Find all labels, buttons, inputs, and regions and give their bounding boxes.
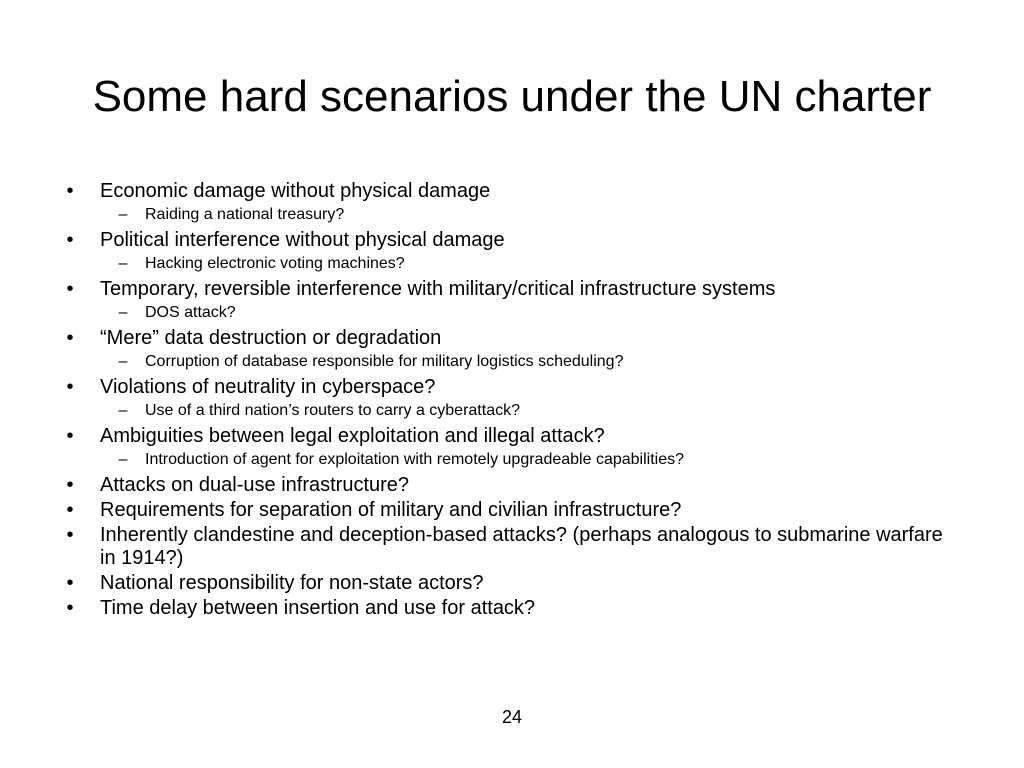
sub-bullet-item (60, 352, 960, 372)
bullet-text: Violations of neutrality in cyberspace? (100, 376, 436, 398)
sub-bullet-marker: – (118, 402, 128, 419)
bullet-text: “Mere” data destruction or degradation (100, 327, 442, 349)
bullet-item (60, 376, 960, 399)
sub-bullet-marker: – (118, 206, 128, 223)
bullet-text: Requirements for separation of military and civilian infrastructure? (100, 499, 682, 521)
sub-bullet-item (60, 401, 960, 421)
bullet-marker: • (66, 229, 74, 251)
bullet-item (60, 327, 960, 350)
bullet-item (60, 572, 960, 595)
sub-bullet-marker: – (118, 304, 128, 321)
bullet-marker: • (66, 572, 74, 594)
bullet-item (60, 597, 960, 620)
bullet-marker: • (66, 499, 74, 521)
bullet-item (60, 474, 960, 497)
sub-bullet-item (60, 205, 960, 225)
bullet-marker: • (66, 425, 74, 447)
bullet-text: Economic damage without physical damage (100, 180, 491, 202)
sub-bullet-item (60, 303, 960, 323)
bullet-text: Ambiguities between legal exploitation and illegal attack? (100, 425, 605, 447)
sub-bullet-text: Corruption of database responsible for military logistics scheduling? (145, 353, 624, 370)
sub-bullet-text: DOS attack? (145, 304, 236, 321)
sub-bullet-item (60, 450, 960, 470)
bullet-item (60, 524, 960, 570)
bullet-marker: • (66, 474, 74, 496)
bullet-text: Inherently clandestine and deception-based attacks? (perhaps analogous to submarine warfare in 1914?) (100, 524, 943, 569)
sub-bullet-marker: – (118, 451, 128, 468)
bullet-marker: • (66, 278, 74, 300)
bullet-text: Political interference without physical damage (100, 229, 505, 251)
sub-bullet-text: Hacking electronic voting machines? (145, 255, 405, 272)
bullet-item (60, 180, 960, 203)
bullet-item (60, 278, 960, 301)
sub-bullet-text: Introduction of agent for exploitation with remotely upgradeable capabilities? (145, 451, 684, 468)
bullet-marker: • (66, 376, 74, 398)
bullet-text: National responsibility for non-state actors? (100, 572, 484, 594)
bullet-item (60, 425, 960, 448)
bullet-item (60, 229, 960, 252)
bullet-text: Temporary, reversible interference with military/critical infrastructure systems (100, 278, 776, 300)
page-number: 24 (501, 707, 523, 727)
bullet-text: Time delay between insertion and use for attack? (100, 597, 536, 619)
sub-bullet-text: Use of a third nation’s routers to carry a cyberattack? (145, 402, 520, 419)
bullet-marker: • (66, 597, 74, 619)
bullet-marker: • (66, 327, 74, 349)
bullet-marker: • (66, 180, 74, 202)
sub-bullet-marker: – (118, 255, 128, 272)
bullet-list (60, 180, 960, 622)
bullet-marker: • (66, 524, 74, 546)
sub-bullet-marker: – (118, 353, 128, 370)
bullet-item (60, 499, 960, 522)
bullet-text: Attacks on dual-use infrastructure? (100, 474, 410, 496)
sub-bullet-text: Raiding a national treasury? (145, 206, 345, 223)
slide-title: Some hard scenarios under the UN charter (92, 72, 932, 121)
sub-bullet-item (60, 254, 960, 274)
